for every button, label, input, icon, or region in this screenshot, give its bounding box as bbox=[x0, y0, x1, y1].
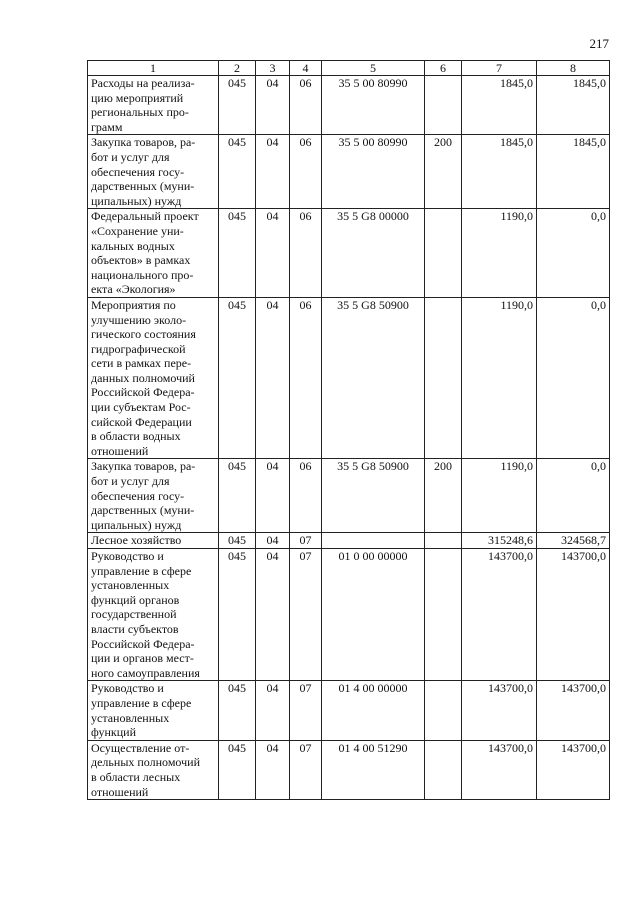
target-article-cell: 35 5 00 80990 bbox=[322, 135, 425, 209]
item-name-line: «Сохранение уни- bbox=[91, 223, 184, 238]
column-header: 4 bbox=[290, 61, 322, 76]
subsection-code-cell: 07 bbox=[290, 740, 322, 799]
item-name-line: гического состояния bbox=[91, 327, 196, 342]
subsection-code-cell: 07 bbox=[290, 681, 322, 740]
item-name-line: власти субъектов bbox=[91, 621, 179, 636]
amount-year-2-cell: 1845,0 bbox=[537, 76, 610, 135]
amount-year-1-cell: 1190,0 bbox=[462, 209, 537, 298]
item-name-line: обеспечения госу- bbox=[91, 488, 185, 503]
section-code-cell: 04 bbox=[256, 740, 290, 799]
section-code-cell: 04 bbox=[256, 297, 290, 459]
target-article-cell: 01 4 00 51290 bbox=[322, 740, 425, 799]
amount-year-2-cell: 0,0 bbox=[537, 297, 610, 459]
item-name-line: управление в сфере bbox=[91, 563, 192, 578]
item-name-line: Федеральный проект bbox=[91, 209, 199, 224]
column-header: 2 bbox=[219, 61, 256, 76]
chapter-code-cell: 045 bbox=[219, 533, 256, 549]
item-name-cell bbox=[88, 533, 219, 549]
target-article-cell: 35 5 00 80990 bbox=[322, 76, 425, 135]
item-name-line: национального про- bbox=[91, 267, 194, 282]
amount-year-2-cell: 143700,0 bbox=[537, 740, 610, 799]
subsection-code-cell: 07 bbox=[290, 533, 322, 549]
amount-year-1-cell: 315248,6 bbox=[462, 533, 537, 549]
table-row bbox=[88, 209, 610, 298]
item-name-cell bbox=[88, 459, 219, 533]
target-article-cell: 01 0 00 00000 bbox=[322, 549, 425, 681]
item-name-line: Осуществление от- bbox=[91, 740, 190, 755]
item-name-line: ции и органов мест- bbox=[91, 651, 194, 666]
section-code-cell: 04 bbox=[256, 135, 290, 209]
item-name-line: ципальных) нужд bbox=[91, 193, 182, 208]
item-name-cell bbox=[88, 297, 219, 459]
item-name-line: сийской Федерации bbox=[91, 414, 192, 429]
item-name-line: государственной bbox=[91, 607, 177, 622]
item-name-line: бот и услуг для bbox=[91, 149, 170, 164]
item-name-line: Мероприятия по bbox=[91, 297, 176, 312]
amount-year-1-cell: 1845,0 bbox=[462, 76, 537, 135]
item-name-line: дельных полномочий bbox=[91, 755, 200, 770]
expense-type-cell bbox=[425, 533, 462, 549]
chapter-code-cell: 045 bbox=[219, 209, 256, 298]
target-article-cell bbox=[322, 533, 425, 549]
item-name-line: грамм bbox=[91, 119, 123, 134]
item-name-cell bbox=[88, 209, 219, 298]
item-name-line: гидрографической bbox=[91, 341, 186, 356]
column-header: 7 bbox=[462, 61, 537, 76]
amount-year-2-cell: 0,0 bbox=[537, 209, 610, 298]
column-header: 1 bbox=[88, 61, 219, 76]
item-name-line: дарственных (муни- bbox=[91, 503, 195, 518]
column-header: 6 bbox=[425, 61, 462, 76]
amount-year-2-cell: 324568,7 bbox=[537, 533, 610, 549]
section-code-cell: 04 bbox=[256, 533, 290, 549]
page-number: 217 bbox=[589, 36, 609, 51]
section-code-cell: 04 bbox=[256, 681, 290, 740]
item-name-line: отношений bbox=[91, 443, 149, 458]
expense-type-cell bbox=[425, 297, 462, 459]
target-article-cell: 35 5 G8 50900 bbox=[322, 459, 425, 533]
item-name-line: функций органов bbox=[91, 592, 180, 607]
amount-year-1-cell: 143700,0 bbox=[462, 681, 537, 740]
header-row bbox=[88, 61, 610, 76]
chapter-code-cell: 045 bbox=[219, 459, 256, 533]
subsection-code-cell: 06 bbox=[290, 459, 322, 533]
amount-year-1-cell: 143700,0 bbox=[462, 549, 537, 681]
subsection-code-cell: 06 bbox=[290, 297, 322, 459]
table-row bbox=[88, 533, 610, 549]
item-name-line: дарственных (муни- bbox=[91, 179, 195, 194]
amount-year-2-cell: 1845,0 bbox=[537, 135, 610, 209]
chapter-code-cell: 045 bbox=[219, 135, 256, 209]
table-row bbox=[88, 76, 610, 135]
table-row bbox=[88, 681, 610, 740]
section-code-cell: 04 bbox=[256, 459, 290, 533]
item-name-line: улучшению эколо- bbox=[91, 312, 187, 327]
amount-year-1-cell: 1190,0 bbox=[462, 459, 537, 533]
item-name-line: в области водных bbox=[91, 429, 181, 444]
item-name-line: екта «Экология» bbox=[91, 282, 176, 297]
table-row bbox=[88, 740, 610, 799]
column-header: 3 bbox=[256, 61, 290, 76]
amount-year-1-cell: 1190,0 bbox=[462, 297, 537, 459]
item-name-line: установленных bbox=[91, 578, 170, 593]
amount-year-1-cell: 143700,0 bbox=[462, 740, 537, 799]
item-name-line: ного самоуправления bbox=[91, 665, 200, 680]
amount-year-1-cell: 1845,0 bbox=[462, 135, 537, 209]
chapter-code-cell: 045 bbox=[219, 681, 256, 740]
item-name-line: кальных водных bbox=[91, 238, 175, 253]
item-name-line: Закупка товаров, ра- bbox=[91, 459, 196, 474]
item-name-line: управление в сфере bbox=[91, 695, 192, 710]
subsection-code-cell: 06 bbox=[290, 135, 322, 209]
subsection-code-cell: 07 bbox=[290, 549, 322, 681]
item-name-line: Руководство и bbox=[91, 549, 164, 563]
target-article-cell: 01 4 00 00000 bbox=[322, 681, 425, 740]
column-header: 8 bbox=[537, 61, 610, 76]
table-row bbox=[88, 459, 610, 533]
subsection-code-cell: 06 bbox=[290, 76, 322, 135]
item-name-line: Расходы на реализа- bbox=[91, 76, 195, 90]
budget-table bbox=[87, 60, 610, 800]
column-header: 5 bbox=[322, 61, 425, 76]
chapter-code-cell: 045 bbox=[219, 549, 256, 681]
expense-type-cell bbox=[425, 76, 462, 135]
item-name-line: сети в рамках пере- bbox=[91, 356, 192, 371]
item-name-line: в области лесных bbox=[91, 769, 181, 784]
subsection-code-cell: 06 bbox=[290, 209, 322, 298]
expense-type-cell bbox=[425, 209, 462, 298]
expense-type-cell: 200 bbox=[425, 459, 462, 533]
expense-type-cell bbox=[425, 740, 462, 799]
table-body bbox=[88, 76, 610, 800]
item-name-line: данных полномочий bbox=[91, 370, 195, 385]
chapter-code-cell: 045 bbox=[219, 297, 256, 459]
expense-type-cell bbox=[425, 549, 462, 681]
amount-year-2-cell: 0,0 bbox=[537, 459, 610, 533]
table-row bbox=[88, 549, 610, 681]
item-name-line: Закупка товаров, ра- bbox=[91, 135, 196, 150]
item-name-line: региональных про- bbox=[91, 105, 189, 120]
item-name-cell bbox=[88, 76, 219, 135]
target-article-cell: 35 5 G8 00000 bbox=[322, 209, 425, 298]
expense-type-cell bbox=[425, 681, 462, 740]
item-name-cell bbox=[88, 549, 219, 681]
item-name-line: Российской Федера- bbox=[91, 385, 195, 400]
item-name-cell bbox=[88, 681, 219, 740]
chapter-code-cell: 045 bbox=[219, 740, 256, 799]
item-name-line: бот и услуг для bbox=[91, 474, 170, 489]
table-row bbox=[88, 297, 610, 459]
table-row bbox=[88, 135, 610, 209]
amount-year-2-cell: 143700,0 bbox=[537, 549, 610, 681]
target-article-cell: 35 5 G8 50900 bbox=[322, 297, 425, 459]
amount-year-2-cell: 143700,0 bbox=[537, 681, 610, 740]
item-name-line: обеспечения госу- bbox=[91, 164, 185, 179]
item-name-line: ципальных) нужд bbox=[91, 517, 182, 532]
item-name-line: функций bbox=[91, 725, 136, 740]
item-name-line: цию мероприятий bbox=[91, 90, 184, 105]
chapter-code-cell: 045 bbox=[219, 76, 256, 135]
item-name-cell bbox=[88, 135, 219, 209]
item-name-line: Лесное хозяйство bbox=[91, 533, 182, 548]
item-name-line: отношений bbox=[91, 784, 149, 799]
item-name-line: ции субъектам Рос- bbox=[91, 400, 191, 415]
expense-type-cell: 200 bbox=[425, 135, 462, 209]
item-name-line: объектов» в рамках bbox=[91, 253, 191, 268]
item-name-line: Российской Федера- bbox=[91, 636, 195, 651]
section-code-cell: 04 bbox=[256, 209, 290, 298]
section-code-cell: 04 bbox=[256, 76, 290, 135]
item-name-line: установленных bbox=[91, 710, 170, 725]
item-name-line: Руководство и bbox=[91, 681, 164, 696]
item-name-cell bbox=[88, 740, 219, 799]
section-code-cell: 04 bbox=[256, 549, 290, 681]
